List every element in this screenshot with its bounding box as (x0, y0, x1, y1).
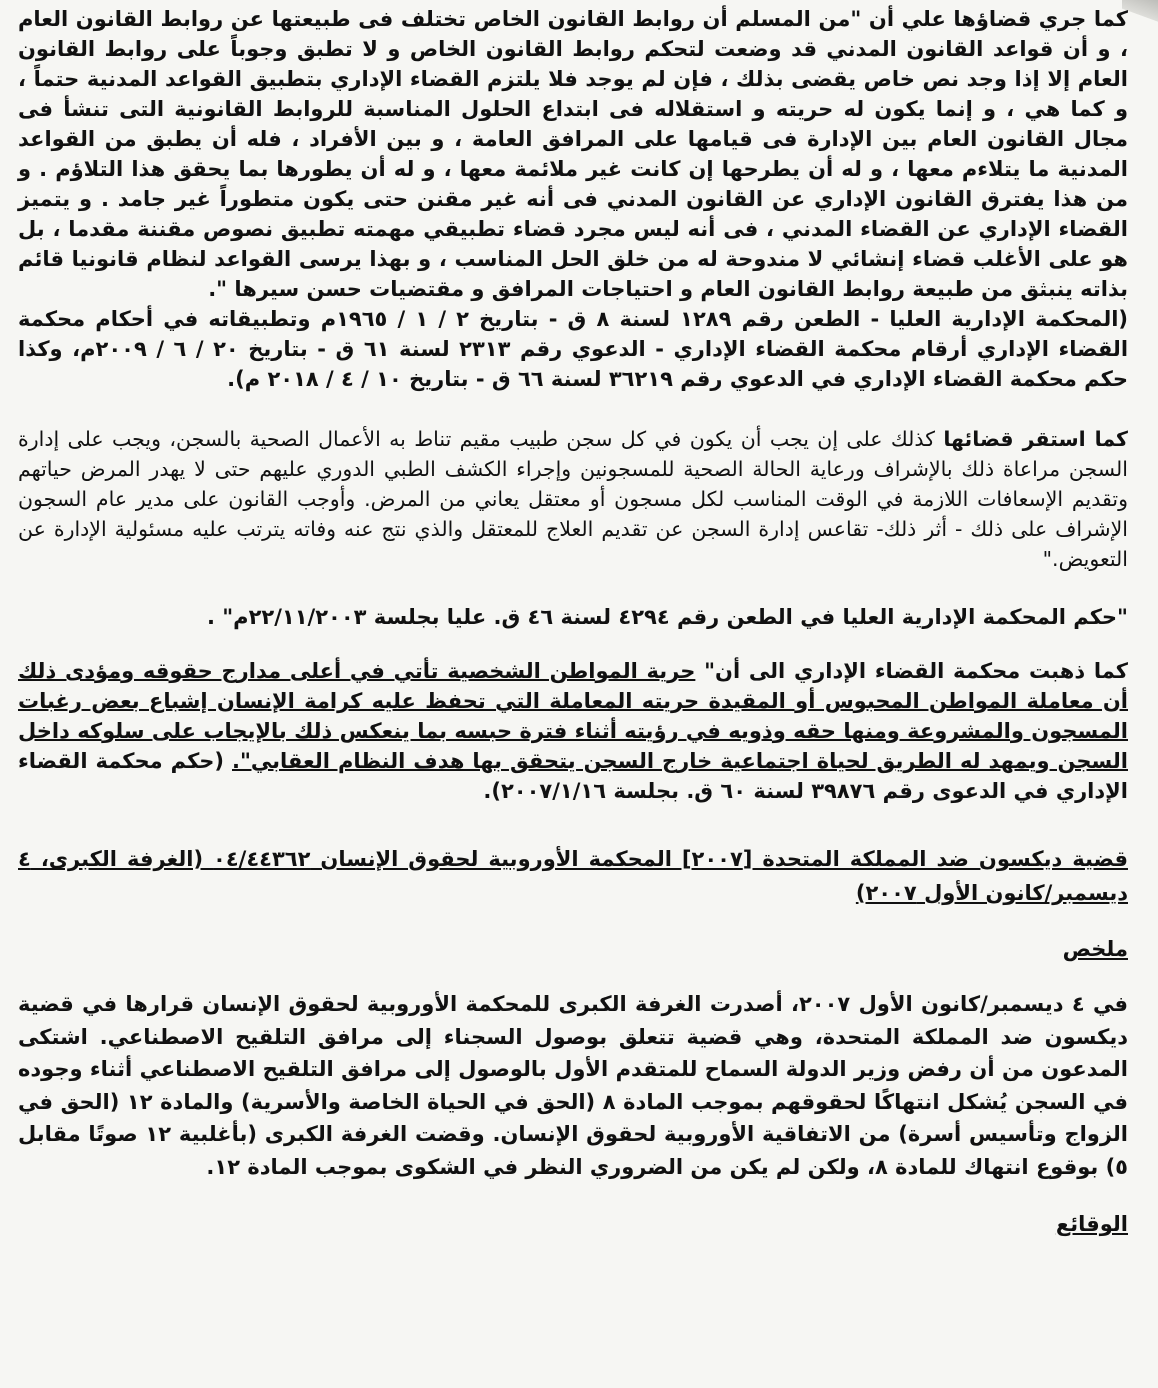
citation-supreme-administrative-court-1965: (المحكمة الإدارية العليا - الطعن رقم ١٢٨٩ لسنة ٨ ق - بتاريخ ٢ / ١ / ١٩٦٥م وتطبيقاته في أحكام محكمة القضاء الإداري أرقام محكمة القضاء الإداري - الدعوي رقم ٢٣١٣ لسنة ٦١ ق - بتاريخ ٢٠ / ٦ / ٢٠٠٩م، وكذا حكم محكمة القضاء الإداري في الدعوي رقم ٣٦٢١٩ لسنة ٦٦ ق - بتاريخ ١٠ / ٤ / ٢٠١٨ م). (18, 307, 1129, 391)
citation-appeal-4294: "حكم المحكمة الإدارية العليا في الطعن رقم ٤٢٩٤ لسنة ٤٦ ق. عليا بجلسة ٢٢/١١/٢٠٠٣م" . (206, 605, 1128, 629)
paragraph-prisoner-personal-freedom (18, 656, 1128, 806)
summary-paragraph: في ٤ ديسمبر/كانون الأول ٢٠٠٧، أصدرت الغرفة الكبرى للمحكمة الأوروبية لحقوق الإنسان قرارها في قضية ديكسون ضد المملكة المتحدة، وهي قضية تتعلق بوصول السجناء إلى مرافق التلقيح الاصطناعي. اشتكى المدعون من أن رفض وزير الدولة السماح للمتقدم الأول بالوصول إلى مرافق التلقيح الاصطناعي أثناء وجوده في السجن يُشكل انتهاكًا لحقوقهم بموجب المادة ٨ (الحق في الحياة الخاصة والأسرية) والمادة ١٢ (الحق في الزواج وتأسيس أسرة) من الاتفاقية الأوروبية لحقوق الإنسان. وقضت الغرفة الكبرى (بأغلبية ١٢ صوتًا مقابل ٥) بوقوع انتهاك للمادة ٨، ولكن لم يكن من الضروري النظر في الشكوى بموجب المادة ١٢. (18, 992, 1128, 1179)
paragraph-lead: كما ذهبت محكمة القضاء الإداري الى أن" (704, 659, 1128, 683)
paragraph-citation: (حكم محكمة القضاء الإداري في الدعوى رقم ٣٩٨٧٦ لسنة ٦٠ ق. بجلسة ٢٠٠٧/١/١٦). (18, 749, 1128, 803)
section-heading-facts: الوقائع (1055, 1212, 1128, 1236)
paragraph-body: "من المسلم أن روابط القانون الخاص تختلف فى طبيعتها عن روابط القانون العام ، و أن قواعد القانون المدني قد وضعت لتحكم روابط القانون الخاص و لا تطبق وجوباً على روابط القانون العام إلا إذا وجد نص خاص يقضى بذلك ، فإن لم يوجد فلا يلتزم القضاء الإداري بتطبيق القواعد المدنية حتماً ، و كما هي ، و إنما يكون له حريته و استقلاله فى ابتداع الحلول المناسبة للروابط القانونية التى تنشأ فى مجال القانون العام بين الإدارة فى قيامها على المرافق العامة ، و بين الأفراد ، فله أن يطبق من القواعد المدنية ما يتلاءم معها ، و له أن يطرحها إن كانت غير ملائمة معها ، و له أن يطورها بما يحقق هذا التلاؤم . و من هذا يفترق القانون الإداري عن القانون المدني فى أنه غير مقنن حتى يكون متطوراً غير جامد . و يتميز القضاء الإداري عن القضاء المدني ، فى أنه ليس مجرد قضاء تطبيقي مهمته تطبيق نصوص مقننة مقدما ، بل هو على الأغلب قضاء إنشائي لا مندوحة له من خلق الحل المناسب ، و بهذا يرسى القواعد لنظام قانونيا قائم بذاته ينبثق من طبيعة روابط القانون العام و احتياجات المرافق و مقتضيات حسن سيرها ". (18, 7, 1128, 301)
paragraph-body: كذلك على إن يجب أن يكون في كل سجن طبيب مقيم تناط به الأعمال الصحية بالسجن، ويجب على إدارة السجن مراعاة ذلك بالإشراف ورعاية الحالة الصحية للمسجونين وإجراء الكشف الطبي الدوري عليهم حتى لا يهدر المرض حياتهم وتقديم الإسعافات اللازمة في الوقت المناسب لكل مسجون أو معتقل يعاني من المرض. وأوجب القانون على مدير عام السجون الإشراف على ذلك - أثر ذلك- تقاعس إدارة السجن عن تقديم العلاج للمعتقل والذي نتج عنه وفاته يترتب عليه مسئولية الإدارة عن التعويض." (18, 427, 1128, 571)
underlined-quote: حرية المواطن الشخصية تأتي في أعلى مدارج حقوقه ومؤدى ذلك أن معاملة المواطن المحبوس أو المقيدة حريته المعاملة التي تحفظ عليه كرامة الإنسان إشباع بعض رغبات المسجون والمشروعة ومنها حقه وذويه في رؤيته أثناء فترة حبسه بما ينعكس ذلك بالإيجاب على سلوكه داخل السجن ويمهد له الطريق لحياة اجتماعية خارج السجن يتحقق بها هدف النظام العقابي". (18, 659, 1128, 773)
paragraph-prison-physician (18, 424, 1128, 574)
document-body (18, 4, 1128, 1239)
case-title-dickson-v-uk: قضية ديكسون ضد المملكة المتحدة [٢٠٠٧] المحكمة الأوروبية لحقوق الإنسان ٠٤/٤٤٣٦٢ (الغرفة الكبرى، ٤ ديسمبر/كانون الأول ٢٠٠٧) (18, 847, 1128, 905)
paragraph-lead: كما استقر قضائها (943, 427, 1128, 451)
paragraph-administrative-vs-civil-law (18, 4, 1128, 304)
section-heading-summary: ملخص (1062, 937, 1128, 961)
paragraph-lead: كما جري قضاؤها علي أن (868, 7, 1129, 31)
